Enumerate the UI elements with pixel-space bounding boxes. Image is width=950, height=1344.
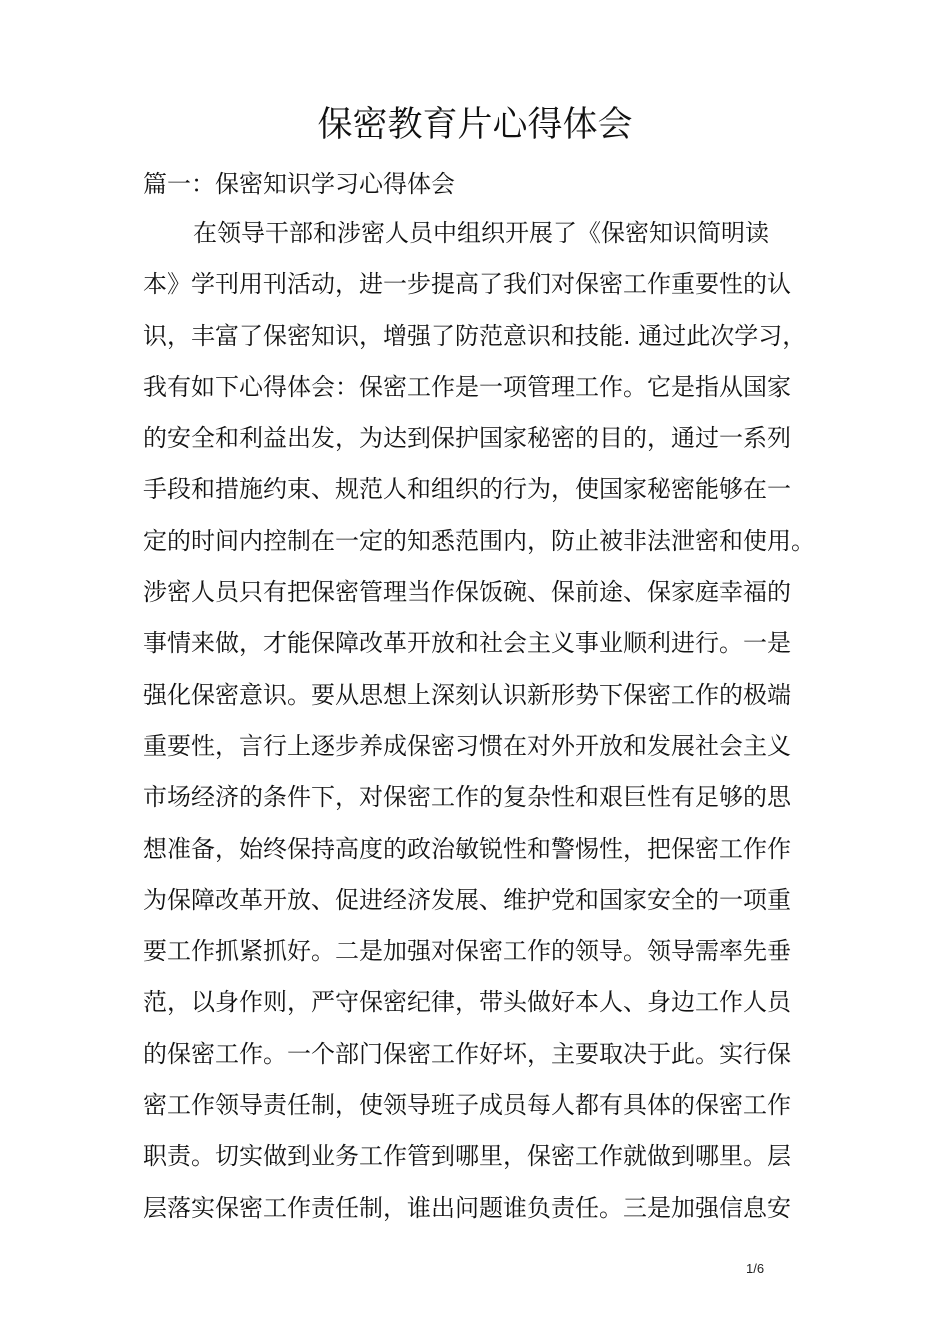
text-line: 为保障改革开放、促进经济发展、维护党和国家安全的一项重 (143, 885, 791, 914)
text-line: 的保密工作。一个部门保密工作好坏，主要取决于此。实行保 (143, 1039, 791, 1068)
text-line: 事情来做，才能保障改革开放和社会主义事业顺利进行。一是 (143, 629, 791, 658)
body-text (143, 215, 843, 1241)
text-line: 强化保密意识。要从思想上深刻认识新形势下保密工作的极端 (143, 680, 791, 709)
text-line: 密工作领导责任制，使领导班子成员每人都有具体的保密工作 (143, 1091, 791, 1120)
text-line: 的安全和利益出发，为达到保护国家秘密的目的，通过一系列 (143, 424, 791, 453)
text-line: 手段和措施约束、规范人和组织的行为，使国家秘密能够在一 (143, 475, 791, 504)
text-line: 想准备，始终保持高度的政治敏锐性和警惕性，把保密工作作 (143, 834, 791, 863)
text-line: 范，以身作则，严守保密纪律，带头做好本人、身边工作人员 (143, 988, 791, 1017)
text-line: 定的时间内控制在一定的知悉范围内，防止被非法泄密和使用。 (143, 526, 815, 555)
page-number: 1/6 (746, 1261, 765, 1276)
text-line: 层落实保密工作责任制，谁出问题谁负责任。三是加强信息安 (143, 1193, 791, 1222)
text-line: 我有如下心得体会：保密工作是一项管理工作。它是指从国家 (143, 372, 791, 401)
text-line: 重要性，言行上逐步养成保密习惯在对外开放和发展社会主义 (143, 731, 791, 760)
text-line: 本》学刊用刊活动，进一步提高了我们对保密工作重要性的认 (143, 270, 791, 299)
text-line: 市场经济的条件下，对保密工作的复杂性和艰巨性有足够的思 (143, 783, 791, 812)
text-line: 在领导干部和涉密人员中组织开展了《保密知识简明读 (193, 219, 769, 247)
text-line: 职责。切实做到业务工作管到哪里，保密工作就做到哪里。层 (143, 1142, 791, 1171)
section-heading: 篇一：保密知识学习心得体会 (143, 170, 455, 198)
page-title: 保密教育片心得体会 (317, 105, 633, 145)
text-line: 涉密人员只有把保密管理当作保饭碗、保前途、保家庭幸福的 (143, 578, 791, 607)
text-line: 识，丰富了保密知识，增强了防范意识和技能. 通过此次学习， (143, 321, 807, 350)
text-line: 要工作抓紧抓好。二是加强对保密工作的领导。领导需率先垂 (143, 937, 791, 966)
